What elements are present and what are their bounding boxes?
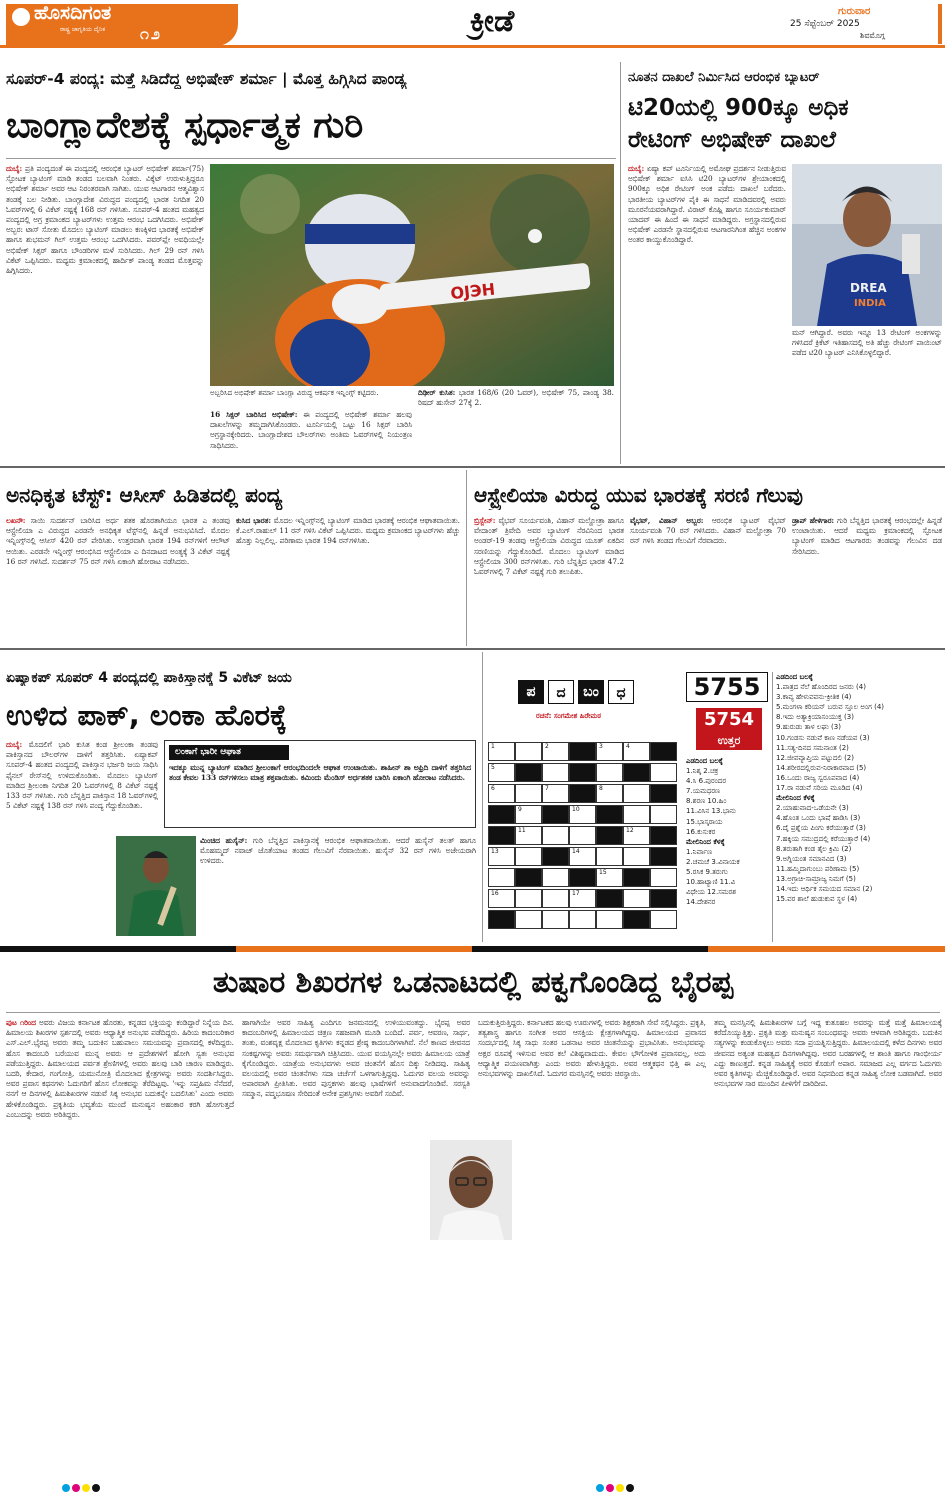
issue-city: ಶಿವಮೊಗ್ಗ	[860, 31, 885, 40]
grid-number: 7	[545, 785, 549, 792]
grid-square[interactable]	[542, 910, 569, 929]
answer-across: 11.ವಿಸಿನ 13.ಭಾನು	[686, 807, 736, 816]
clue-across: 3.ಕಾವ್ಯ ಹೇಳುವವನು-ಕ್ರೀತಿಕ (4)	[776, 693, 852, 702]
lead-body	[6, 164, 204, 461]
story3-body-3-text: ಗುರಿ ಬೆನ್ನತ್ತಿದ ಭಾರತಕ್ಕೆ ಆರಂಭದಲ್ಲೇ ಹಿನ್ನಡೆ ಉಂಟಾಯಿತು. ಆದರೆ ಮಧ್ಯಮ ಕ್ರಮಾಂಕದಲ್ಲಿ ಸ್ಫೋಟಕ ಬ್ಯಾಟಿಂಗ್ ಮಾಡಿದ ಆಟಗಾರರು ತಂಡವನ್ನು ಗೆಲುವಿನ ದಡ ಸೇರಿಸಿದರು.	[792, 516, 942, 556]
story3-body-2	[630, 516, 786, 642]
grid-block	[488, 826, 515, 845]
logo-title: ಹೊಸದಿಗಂತ	[34, 2, 112, 24]
puzzle-compiler: ರಚನೆ: ಸಂಗಮೇಶ ಹಿರೇಮಠ	[536, 712, 601, 720]
grid-block	[650, 847, 677, 866]
grid-square[interactable]	[542, 826, 569, 845]
puzzle-prev-number: 5754	[696, 708, 762, 732]
grid-square[interactable]	[515, 826, 542, 845]
clue-across: 5.ಮಂಗಳಾ ಕರಿಯನ್ ಬರುವ ಸ್ತೂಲ ಅಂಗ (4)	[776, 703, 885, 712]
divider	[6, 1012, 940, 1013]
answer-across: 7.ಯಮಧರಣ	[686, 787, 721, 796]
answer-across: 8.ಶರಣ 10.ಹಿಂ	[686, 797, 727, 806]
section-divider	[0, 648, 945, 650]
feature-col-4: ತಮ್ಮ ಮನಸ್ಸಿನಲ್ಲಿ ಹಿಮಶಿಖರಗಳ ಬಗ್ಗೆ ಇದ್ದ ಕುತೂಹಲ ಅವರನ್ನು ಮತ್ತೆ ಮತ್ತೆ ಹಿಮಾಲಯಕ್ಕೆ ಕರೆದೊಯ್ಯುತ್ತಿತ್ತು. ಪ್ರಕೃತಿ ಮತ್ತು ಮನುಷ್ಯನ ಸಂಬಂಧವನ್ನು ಅವರು ಆಳವಾಗಿ ಅರಿತಿದ್ದರು. ಬದುಕಿನ ಸತ್ಯಗಳನ್ನು ಕಂಡುಕೊಳ್ಳಲು ಅವರು ಸದಾ ಪ್ರಯತ್ನಿಸುತ್ತಿದ್ದರು. ಹಿಮಾಲಯದಲ್ಲಿ ಕಳೆದ ದಿನಗಳು ಅವರ ಜೀವನದ ಅತ್ಯಂತ ಮಹತ್ವದ ದಿನಗಳಾಗಿದ್ದವು. ಅವರ ಬರಹಗಳಲ್ಲಿ ಆ ಶಾಂತಿ ಹಾಗೂ ಗಾಂಭೀರ್ಯ ಎದ್ದು ಕಾಣುತ್ತದೆ. ಕನ್ನಡ ಸಾಹಿತ್ಯಕ್ಕೆ ಅವರ ಕೊಡುಗೆ ಅಪಾರ. ಸಮಾಜದ ಎಲ್ಲ ವರ್ಗದ ಓದುಗರು ಅವರ ಕೃತಿಗಳನ್ನು ಮೆಚ್ಚಿಕೊಂಡಿದ್ದಾರೆ. ಅವರ ನಿಧನದಿಂದ ಕನ್ನಡ ಸಾಹಿತ್ಯ ಲೋಕ ಬಡವಾಗಿದೆ. ಅವರ ಅನುಭವಗಳ ಸಾರ ಮುಂದಿನ ಪೀಳಿಗೆಗೆ ದಾರಿದೀಪ.	[714, 1018, 942, 1089]
side-headline-2: ರೇಟಿಂಗ್ ಅಭಿಷೇಕ್ ದಾಖಲೆ	[628, 127, 836, 153]
grid-number: 4	[626, 743, 630, 750]
clue-across: 11.ಸತ್ಯ-ದಿನದ ಸಮನಾಂತ (2)	[776, 743, 849, 752]
clue-across: 12.ಜೀವವ್ಯಾಪ್ತಿಯ ಪಟ್ಟುದಲಿ (2)	[776, 753, 854, 762]
clues-list	[776, 672, 944, 940]
crossword-grid	[488, 742, 678, 932]
registration-marks	[62, 1484, 102, 1494]
grid-square[interactable]	[542, 889, 569, 908]
grid-square[interactable]	[569, 826, 596, 845]
grid-block	[515, 868, 542, 887]
grid-number: 15	[599, 869, 607, 876]
lead-body-text: ಪ್ರತಿ ಪಂದ್ಯದಂತೆ ಈ ಪಂದ್ಯದಲ್ಲಿ ಆರಂಭಿಕ ಬ್ಯಾಟರ್ ಅಭಿಷೇಕ್ ಶರ್ಮಾ(75) ಸ್ಫೋಟಕ ಬ್ಯಾಟಿಂಗ್ ಮಾಡಿ ತಂಡದ ಬಲವಾಗಿ ನಿಂತರು. ವಿಕ್ಕೆಟ್ ಉರುಳುತ್ತಿದ್ದರೂ ಅಭಿಷೇಕ್ ಶರ್ಮಾ ಅವರ ಆಟ ನಿರಂತರವಾಗಿ ಸಾಗಿತು. ಯುವ ಆಟಗಾರನ ಆತ್ಮವಿಶ್ವಾಸ ತಂಡಕ್ಕೆ ಬಲ ನೀಡಿತು. ಬಾಂಗ್ಲಾದೇಶ ವಿರುದ್ಧದ ಪಂದ್ಯದಲ್ಲಿ ಭಾರತ ನಿಗದಿತ 20 ಓವರ್‌ಗಳಲ್ಲಿ 6 ವಿಕೆಟ್ ನಷ್ಟಕ್ಕೆ 168 ರನ್ ಗಳಿಸಿತು. ಸೂಪರ್-4 ಹಂತದ ಮಹತ್ವದ ಪಂದ್ಯದಲ್ಲಿ ಅಗ್ರ ಕ್ರಮಾಂಕದ ಬ್ಯಾಟರ್‌ಗಳು ಉತ್ತಮ ಆರಂಭ ಒದಗಿಸಿದರು. ಅಭಿಷೇಕ್ ಅಬ್ಬರ: ಟಾಸ್ ಸೋತು ಮೊದಲು ಬ್ಯಾಟಿಂಗ್ ಮಾಡಲು ಕಣಕ್ಕಿಳಿದ ಭಾರತಕ್ಕೆ ಅಭಿಷೇಕ್ ಹಾಗೂ ಶುಭಮನ್ ಗಿಲ್ ಉತ್ತಮ ಆರಂಭ ಒದಗಿಸಿದರು. ಪವರ್‌ಪ್ಲೇ ಅವಧಿಯಲ್ಲೇ ಅಭಿಷೇಕ್ ಸಿಕ್ಸರ್ ಹಾಗೂ ಬೌಂಡರಿಗಳ ಮಳೆ ಸುರಿಸಿದರು. ಗಿಲ್ 29 ರನ್ ಗಳಿಸಿ ವಿಕೆಟ್ ಒಪ್ಪಿಸಿದರು. ಮಧ್ಯಮ ಕ್ರಮಾಂಕದಲ್ಲಿ ಹಾರ್ದಿಕ್ ಪಾಂಡ್ಯ ತಂಡದ ಮೊತ್ತವನ್ನು ಹಿಗ್ಗಿಸಿದರು.	[6, 164, 204, 276]
story4-dateline: ದುಬೈ:	[6, 740, 23, 749]
story4-body-text: ಮೊದಲಿಗೆ ಭಾರಿ ಕುಸಿತ ಕಂಡ ಶ್ರೀಲಂಕಾ ತಂಡವು ಪಾಕಿಸ್ತಾನದ ಬೌಲರ್‌ಗಳ ದಾಳಿಗೆ ತತ್ತರಿಸಿತು. ಏಷ್ಯಾಕಪ್ ಸೂಪರ್-4 ಹಂತದ ಪಂದ್ಯದಲ್ಲಿ ಪಾಕಿಸ್ತಾನ ಭರ್ಜರಿ ಜಯ ಸಾಧಿಸಿ ಫೈನಲ್ ರೇಸ್‌ನಲ್ಲಿ ಉಳಿದುಕೊಂಡಿತು. ಮೊದಲು ಬ್ಯಾಟಿಂಗ್ ಮಾಡಿದ ಶ್ರೀಲಂಕಾ ನಿಗದಿತ 20 ಓವರ್‌ಗಳಲ್ಲಿ 8 ವಿಕೆಟ್ ನಷ್ಟಕ್ಕೆ 133 ರನ್ ಗಳಿಸಿತು. ಗುರಿ ಬೆನ್ನತ್ತಿದ ಪಾಕಿಸ್ತಾನ 18 ಓವರ್‌ಗಳಲ್ಲಿ 5 ವಿಕೆಟ್ ನಷ್ಟಕ್ಕೆ 138 ರನ್ ಗಳಿಸಿ ಪಂದ್ಯ ಗೆದ್ದುಕೊಂಡಿತು.	[6, 740, 158, 811]
clue-across: 10.ಗಂಡಸು ನಡುವೆ ಕಾಣ ನಡೆಯವ (3)	[776, 733, 870, 742]
lead-sub-text: ಈ ಪಂದ್ಯದಲ್ಲಿ ಅಭಿಷೇಕ್ ಶರ್ಮಾ ಹಲವು ದಾಖಲೆಗಳನ್ನು ತಮ್ಮದಾಗಿಸಿಕೊಂಡರು. ಟೂರ್ನಿಯಲ್ಲಿ ಒಟ್ಟು 16 ಸಿಕ್ಸರ್ ಬಾರಿಸಿ ಅಗ್ರಸ್ಥಾನಕ್ಕೇರಿದರು. ಬಾಂಗ್ಲಾದೇಶದ ಬೌಲರ್‌ಗಳು ಅಂತಿಮ ಓವರ್‌ಗಳಲ್ಲಿ ನಿಯಂತ್ರಣ ಸಾಧಿಸಿದರು.	[210, 410, 412, 450]
player-portrait-icon	[792, 164, 942, 326]
grid-square[interactable]	[623, 826, 650, 845]
grid-square[interactable]	[488, 742, 515, 761]
story4-caption-head: ಮಿಂಚಿದ ಹುಸೈನ್:	[200, 836, 248, 845]
logo-tagline: ರಾಷ್ಟ್ರ ಜಾಗೃತಿಯ ದೈನಿಕ	[60, 26, 106, 33]
divider	[6, 158, 616, 159]
story4-box	[164, 740, 476, 828]
grid-square[interactable]	[569, 889, 596, 908]
answer-down: 1.ನಿರ್ವಾಣ	[686, 847, 713, 856]
answers-down-head: ಮೇಲಿನಿಂದ ಕೆಳಕ್ಕೆ	[686, 837, 725, 846]
story4-headline: ಉಳಿದ ಪಾಕ್, ಲಂಕಾ ಹೊರಕ್ಕೆ	[6, 698, 287, 732]
side-body	[628, 164, 786, 464]
svg-text:DREA: DREA	[850, 281, 887, 295]
grid-square[interactable]	[515, 742, 542, 761]
grid-number: 8	[599, 785, 603, 792]
grid-block	[488, 910, 515, 929]
clues-down-head: ಮೇಲಿನಿಂದ ಕೆಳಕ್ಕೆ	[776, 794, 815, 803]
clue-down: 13.ಅಗ್ರಾಚಿ-ಸಾಮ್ರಾಜ್ಯ ನಿಮಗೆ (5)	[776, 874, 856, 883]
column-divider	[620, 62, 621, 464]
grid-square[interactable]	[515, 889, 542, 908]
issue-day: ಗುರುವಾರ	[838, 6, 871, 17]
grid-square[interactable]	[488, 847, 515, 866]
grid-square[interactable]	[596, 742, 623, 761]
answer-across: 16.ಕುಸುಕರ	[686, 827, 716, 836]
grid-block	[542, 847, 569, 866]
grid-block	[542, 805, 569, 824]
grid-number: 14	[572, 848, 580, 855]
story2-body	[6, 516, 230, 642]
column-divider	[772, 672, 773, 942]
side-headline-1: ಟಿ20ಯಲ್ಲಿ 900ಕ್ಕೂ ಅಧಿಕ	[628, 95, 849, 121]
grid-square[interactable]	[542, 763, 569, 782]
story4-caption	[200, 836, 476, 936]
column-divider	[482, 652, 483, 942]
story2-body-2	[236, 516, 460, 642]
grid-square[interactable]	[623, 805, 650, 824]
answer-across: 1.ನಿಶ್ಕ 2.ಚಕ್ರ	[686, 767, 719, 776]
column-divider	[466, 470, 467, 646]
page-number: ೧೨	[140, 24, 162, 43]
grid-number: 3	[599, 743, 603, 750]
color-bar	[0, 946, 945, 952]
grid-square[interactable]	[515, 847, 542, 866]
grid-square[interactable]	[650, 763, 677, 782]
clue-down: 4.ಹೊಂತ ಒಂದು ಭಾಷೆ ಹಾಡಿಸಿ (3)	[776, 814, 861, 823]
side-photo	[792, 164, 942, 326]
grid-number: 5	[491, 764, 495, 771]
feature-col-1-text: ಅವರು ವಿಜಯ ಕರ್ನಾಟಕ ಹೊರತು, ಕನ್ನಡದ ಭಕ್ತಿಯನ್ನು ಕಂಡಿದ್ದಾರೆ ನಿನ್ನೆಯ ದಿನ. ಹಿಮಾಲಯ ಶಿಖರಗಳ ಸ್ಪರ್ಶದಲ್ಲಿ ಅವರು ಆಧ್ಯಾತ್ಮಿಕ ಅನುಭವ ಪಡೆದಿದ್ದರು. ಹಿರಿಯ ಕಾದಂಬರಿಕಾರ ಎಸ್.ಎಲ್.ಭೈರಪ್ಪ ಅವರು ತಮ್ಮ ಬದುಕಿನ ಬಹುಪಾಲು ಸಮಯವನ್ನು ಪ್ರವಾಸದಲ್ಲಿ ಕಳೆದಿದ್ದರು. ಹೊಸ ಕಾದಂಬರಿ ಬರೆಯುವ ಮುನ್ನ ಅವರು ಆ ಪ್ರದೇಶಗಳಿಗೆ ಹೋಗಿ ಸ್ವತಃ ಅನುಭವ ಪಡೆಯುತ್ತಿದ್ದರು. ಹಿಮಾಲಯದ ಪರ್ವತ ಶ್ರೇಣಿಗಳಲ್ಲಿ ಅವರು ಹಲವು ಬಾರಿ ಚಾರಣ ಮಾಡಿದ್ದರು. ಬದರಿ, ಕೇದಾರ, ಗಂಗೋತ್ರಿ, ಯಮುನೋತ್ರಿ ಮೊದಲಾದ ಕ್ಷೇತ್ರಗಳನ್ನು ಅವರು ಸಂದರ್ಶಿಸಿದ್ದರು. ಅವರ ಪ್ರವಾಸ ಕಥನಗಳು ಓದುಗರಿಗೆ ಹೊಸ ಲೋಕವನ್ನು ತೆರೆದಿಟ್ಟವು. 'ಇನ್ನು ಸಪ್ತಹಿಮ ನೆನೆದರೆ, ನನಗೆ ಆ ದಿನಗಳಲ್ಲಿ ಹಿಮಶಿಖರಗಳ ನಡುವೆ ಸಿಕ್ಕ ಅನುಭವ ಬದುಕನ್ನೇ ಬದಲಿಸಿತು' ಎಂದು ಅವರು ಹೇಳಿಕೊಂಡಿದ್ದರು. ಪ್ರಕೃತಿಯ ಭವ್ಯತೆಯ ಮುಂದೆ ಮನುಷ್ಯನ ಅಹಂಕಾರ ಕರಗಿ ಹೋಗುತ್ತದೆ ಎಂಬುದನ್ನು ಅವರು ಅರಿತಿದ್ದರು.	[6, 1018, 234, 1119]
grid-square[interactable]	[650, 805, 677, 824]
grid-square[interactable]	[542, 742, 569, 761]
lead-photo	[210, 164, 614, 386]
grid-number: 2	[545, 743, 549, 750]
grid-number: 13	[491, 848, 499, 855]
section-divider	[0, 466, 945, 468]
clue-down: 7.ಹಕ್ಕಿಯ ಸಮುದ್ರದಲ್ಲಿ ಕರೆಯುತ್ತಾರೆ (4)	[776, 834, 871, 843]
grid-square[interactable]	[623, 889, 650, 908]
grid-square[interactable]	[650, 910, 677, 929]
lead-score-head: ದಿಢೀರ್ ಕುಸಿತ:	[418, 388, 456, 397]
answers-across-head: ಎಡದಿಂದ ಬಲಕ್ಕೆ	[686, 757, 723, 765]
grid-square[interactable]	[596, 784, 623, 803]
grid-block	[569, 742, 596, 761]
answer-down: 2.ಚಮಚೆ 3.ವಿನಾಯಕ	[686, 857, 740, 866]
grid-block	[650, 742, 677, 761]
side-caption: ಮನ್ ಆಗಿದ್ದಾರೆ. ಅವರು ಇನ್ನೂ 13 ರೇಟಿಂಗ್ ಅಂಕಗಳನ್ನು ಗಳಿಸಿದರೆ ಕ್ರಿಕೆಟ್ ಇತಿಹಾಸದಲ್ಲಿ ಅತಿ ಹೆಚ್ಚು ರೇಟಿಂಗ್ ಪಾಯಿಂಟ್ ಪಡೆದ ಟಿ20 ಬ್ಯಾಟರ್ ಎನಿಸಿಕೊಳ್ಳಲಿದ್ದಾರೆ.	[792, 328, 942, 358]
story3-body-3	[792, 516, 942, 642]
lead-headline: ಬಾಂಗ್ಲಾದೇಶಕ್ಕೆ ಸ್ಪರ್ಧಾತ್ಮಕ ಗುರಿ	[6, 105, 364, 146]
feature-dateline: ಪುಟ ೧ರಿಂದ	[6, 1018, 36, 1027]
answers-list	[686, 756, 770, 936]
grid-number: 11	[518, 827, 526, 834]
puzzle-tile-2: ದ	[548, 680, 574, 704]
puzzle-tile-4: ಧ	[608, 680, 634, 704]
story3-body	[474, 516, 624, 642]
grid-square[interactable]	[542, 868, 569, 887]
grid-number: 12	[626, 827, 634, 834]
story2-body-text: ಸಾಯಿ ಸುದರ್ಶನ್ ಬಾರಿಸಿದ ಅರ್ಧ ಶತಕ ಹೊರತಾಗಿಯೂ ಭಾರತ ಎ ತಂಡವು ಆಸ್ಟ್ರೇಲಿಯಾ ಎ ವಿರುದ್ಧದ ಎರಡನೇ ಅನಧಿಕೃತ ಟೆಸ್ಟ್‌ನಲ್ಲಿ ಹಿನ್ನಡೆ ಅನುಭವಿಸಿದೆ. ಮೊದಲ ಇನ್ನಿಂಗ್ಸ್‌ನಲ್ಲಿ ಆಸೀಸ್ 420 ರನ್ ಪೇರಿಸಿತು. ಉತ್ತರವಾಗಿ ಭಾರತ 194 ರನ್‌ಗಳಿಗೆ ಆಲೌಟ್ ಆಯಿತು. ಎರಡನೇ ಇನ್ನಿಂಗ್ಸ್ ಆರಂಭಿಸಿದ ಆಸ್ಟ್ರೇಲಿಯಾ ಎ ದಿನದಾಟದ ಅಂತ್ಯಕ್ಕೆ 3 ವಿಕೆಟ್ ನಷ್ಟಕ್ಕೆ 16 ರನ್ ಗಳಿಸಿದೆ. ಸುದರ್ಶನ್ 75 ರನ್ ಗಳಿಸಿ ಏಕಾಂಗಿ ಹೋರಾಟ ನಡೆಸಿದರು.	[6, 516, 230, 566]
grid-square[interactable]	[623, 742, 650, 761]
answer-down: ವಿಧೇಯ 12.ಸಮರಶ	[686, 888, 737, 897]
clue-down: 14.ಇದು ಆರ್ಥಿಕ ಸಮಯದ ಸಮಾನ (2)	[776, 884, 873, 893]
story3-headline: ಆಸ್ಟ್ರೇಲಿಯಾ ವಿರುದ್ಧ ಯುವ ಭಾರತಕ್ಕೆ ಸರಣಿ ಗೆಲುವು	[474, 483, 804, 507]
puzzle-tile-1: ಪ	[518, 680, 544, 704]
section-title: ಕ್ರೀಡೆ	[470, 4, 515, 39]
story4-caption-text: ಗುರಿ ಬೆನ್ನತ್ತಿದ ಪಾಕಿಸ್ತಾನಕ್ಕೆ ಆರಂಭಿಕ ಆಘಾತವಾಯಿತು. ಆದರೆ ಹುಸೈನ್ ತಲತ್ ಹಾಗೂ ಮೊಹಮ್ಮದ್ ನವಾಜ್ ಜೊತೆಯಾಟ ತಂಡದ ಗೆಲುವಿಗೆ ನೆರವಾಯಿತು. ಹುಸೈನ್ 32 ರನ್ ಗಳಿಸಿ ಅಜೇಯರಾಗಿ ಉಳಿದರು.	[200, 836, 476, 866]
grid-number: 16	[491, 890, 499, 897]
story4-box-body: ಇದಕ್ಕೂ ಮುನ್ನ ಬ್ಯಾಟಿಂಗ್ ಮಾಡಿದ ಶ್ರೀಲಂಕಾಗೆ ಆರಂಭದಿಂದಲೇ ಆಘಾತ ಉಂಟಾಯಿತು. ಶಾಹೀನ್ ಶಾ ಅಫ್ರಿದಿ ದಾಳಿಗೆ ತತ್ತರಿಸಿದ ತಂಡ ಕೇವಲ 133 ರನ್‌ಗಳಿಸಲು ಮಾತ್ರ ಶಕ್ತವಾಯಿತು. ಕಮಿಂದು ಮೆಂಡಿಸ್ ಅರ್ಧಶತಕ ಬಾರಿಸಿ ಏಕಾಂಗಿ ಹೋರಾಟ ನಡೆಸಿದರು.	[169, 763, 471, 783]
grid-square[interactable]	[542, 784, 569, 803]
grid-square[interactable]	[569, 910, 596, 929]
clue-down: 8.ತರುತಾಗಿ ಕಂಡ ತೈಲ ಕ್ರಿಮಿ (2)	[776, 844, 852, 853]
grid-square[interactable]	[488, 868, 515, 887]
issue-date: 25 ಸೆಪ್ಟೆಂಬರ್ 2025	[790, 19, 860, 29]
clue-down: 15.ವರ ಶಾಲೆ ಹುಡುಕುವ ಸ್ಥಳ (4)	[776, 895, 858, 904]
grid-number: 9	[518, 806, 522, 813]
logo-emblem-icon	[12, 8, 30, 26]
answer-down: 10.ಹಾಟ್ಯಾಣಿ 11.ವಿ	[686, 878, 736, 887]
feature-col-3: ಬದುಕುತ್ತಿರುತ್ತಿದ್ದರು. ಕರ್ನಾಟಕದ ಹಲವು ಊರುಗಳಲ್ಲಿ ಅವರು ಶಿಕ್ಷಕರಾಗಿ ಸೇವೆ ಸಲ್ಲಿಸಿದ್ದರು. ಪ್ರಕೃತಿ, ತತ್ವಶಾಸ್ತ್ರ ಹಾಗೂ ಸಂಗೀತ ಅವರ ಆಸಕ್ತಿಯ ಕ್ಷೇತ್ರಗಳಾಗಿದ್ದವು. ಹಿಮಾಲಯದ ಪ್ರವಾಸದ ಸಂದರ್ಭದಲ್ಲಿ ಸಿಕ್ಕ ಸಾಧು ಸಂತರ ಒಡನಾಟ ಅವರ ಚಿಂತನೆಯನ್ನು ಪ್ರಭಾವಿಸಿತು. ಅನುಭವವನ್ನು ಅಕ್ಷರ ರೂಪಕ್ಕೆ ಇಳಿಸುವ ಅವರ ಕಲೆ ವಿಶಿಷ್ಟವಾದುದು. ಕೇವಲ ಭೌಗೋಳಿಕ ಪ್ರವಾಸವಲ್ಲ, ಅದು ಆಧ್ಯಾತ್ಮಿಕ ಪಯಣವಾಗಿತ್ತು ಎಂದು ಅವರು ಹೇಳುತ್ತಿದ್ದರು. ಅವರ ಆತ್ಮಕಥನ ಭಿತ್ತಿ ಈ ಎಲ್ಲ ಅನುಭವಗಳನ್ನು ದಾಖಲಿಸಿದೆ. ಓದುಗರ ಮನಸ್ಸಿನಲ್ಲಿ ಅವರು ಚಿರಸ್ಥಾಯಿ.	[478, 1018, 706, 1079]
story2-headline: ಅನಧಿಕೃತ ಟೆಸ್ಟ್: ಆಸೀಸ್ ಹಿಡಿತದಲ್ಲಿ ಪಂದ್ಯ	[6, 483, 283, 507]
feature-col-2: ಹಾಗಾಗಿಯೇ ಅವರ ಸಾಹಿತ್ಯ ಎಂದಿಗೂ ಜನಮನದಲ್ಲಿ ಉಳಿಯುವಂತದ್ದು. ಭೈರಪ್ಪ ಅವರ ಕಾದಂಬರಿಗಳಲ್ಲಿ ಹಿಮಾಲಯದ ಚಿತ್ರಣ ಸಹಜವಾಗಿ ಮೂಡಿ ಬಂದಿದೆ. ಪರ್ವ, ಆವರಣ, ಸಾರ್ಥ, ತಂತು, ವಂಶವೃಕ್ಷ ಮೊದಲಾದ ಕೃತಿಗಳು ಕನ್ನಡದ ಶ್ರೇಷ್ಠ ಕಾದಂಬರಿಗಳಾಗಿವೆ. ನೆಲೆ ಕಾಣದ ಜೀವನದ ಸಂಕಷ್ಟಗಳನ್ನು ಅವರು ಸಮರ್ಥವಾಗಿ ಚಿತ್ರಿಸಿದರು. ಯುವ ವಯಸ್ಸಿನಲ್ಲೇ ಅವರು ಹಿಮಾಲಯ ಯಾತ್ರೆ ಕೈಗೊಂಡಿದ್ದರು. ಯಾತ್ರೆಯ ಅನುಭವಗಳು ಅವರ ಚಿಂತನೆಗೆ ಹೊಸ ದಿಕ್ಕು ನೀಡಿದವು. ಸಾಹಿತ್ಯ ವಲಯದಲ್ಲಿ ಅವರ ಚಿಂತನೆಗಳು ಸದಾ ಚರ್ಚೆಗೆ ಒಳಗಾಗುತ್ತಿದ್ದವು. ಓದುಗರ ವಲಯ ಅವರನ್ನು ಅಪಾರವಾಗಿ ಪ್ರೀತಿಸಿತು. ಅವರ ಪುಸ್ತಕಗಳು ಹಲವು ಭಾಷೆಗಳಿಗೆ ಅನುವಾದಗೊಂಡಿವೆ. ಸರಸ್ವತಿ ಸಮ್ಮಾನ, ಪದ್ಮಭೂಷಣ ಸೇರಿದಂತೆ ಅನೇಕ ಪ್ರಶಸ್ತಿಗಳು ಅವರಿಗೆ ಸಂದಿವೆ.	[242, 1018, 470, 1099]
svg-text:INDIA: INDIA	[854, 298, 886, 309]
grid-square[interactable]	[488, 889, 515, 908]
story3-body-text: ವೈಭವ್ ಸೂರ್ಯವಂಶಿ, ವಿಹಾನ್ ಮಲ್ಹೋತ್ರಾ ಹಾಗೂ ವೇದಾಂತ್ ತ್ರಿವೇದಿ ಅವರ ಬ್ಯಾಟಿಂಗ್ ನೆರವಿನಿಂದ ಭಾರತ ಅಂಡರ್-19 ತಂಡವು ಆಸ್ಟ್ರೇಲಿಯಾ ವಿರುದ್ಧದ ಯೂತ್ ಏಕದಿನ ಸರಣಿಯನ್ನು ಗೆದ್ದುಕೊಂಡಿದೆ. ಮೊದಲು ಬ್ಯಾಟಿಂಗ್ ಮಾಡಿದ ಆಸ್ಟ್ರೇಲಿಯಾ 300 ರನ್‌ಗಳಿಸಿತು. ಗುರಿ ಬೆನ್ನತ್ತಿದ ಭಾರತ 47.2 ಓವರ್‌ಗಳಲ್ಲಿ 7 ವಿಕೆಟ್ ನಷ್ಟಕ್ಕೆ ಗುರಿ ತಲುಪಿತು.	[474, 516, 624, 577]
clue-across: 1.ಪಾತ್ರದ ನೆಲೆ ಹೊಂದಿರದ ಜನರು (4)	[776, 683, 866, 692]
clue-across: 9.ಹುರುಡು ತಾಳ ಲಘು (3)	[776, 723, 841, 732]
grid-square[interactable]	[569, 847, 596, 866]
grid-number: 10	[572, 806, 580, 813]
clue-down: 11.ಹಮ್ಮಿದಾಗುಂಬು ಪರಿಣಾಮ (5)	[776, 864, 860, 873]
grid-square[interactable]	[596, 763, 623, 782]
grid-block	[623, 910, 650, 929]
clue-down: 9.ಅಗ್ನಿಯಂತ ಸಮಾನವಿದ (3)	[776, 854, 847, 863]
story3-subhead: ವೈಭವ್, ವಿಹಾನ್ ಅಬ್ಬರ:	[630, 516, 704, 525]
clue-across: 14.ಶರೀರದಲ್ಲಿರುವ-ನಿರಾಕಾರವಾದ (5)	[776, 763, 867, 772]
svg-text:OJЭH: OJЭH	[449, 279, 496, 304]
story4-photo	[116, 836, 196, 936]
puzzle-issue-number: 5755	[686, 672, 768, 702]
grid-square[interactable]	[515, 910, 542, 929]
lead-dateline: ದುಬೈ:	[6, 164, 23, 173]
grid-square[interactable]	[488, 784, 515, 803]
grid-block	[569, 763, 596, 782]
grid-block	[623, 868, 650, 887]
story4-kicker: ಏಷ್ಯಾಕಪ್ ಸೂಪರ್ 4 ಪಂದ್ಯದಲ್ಲಿ ಪಾಕಿಸ್ತಾನಕ್ಕೆ 5 ವಿಕೆಟ್ ಜಯ	[6, 670, 292, 686]
grid-block	[650, 826, 677, 845]
grid-square[interactable]	[623, 847, 650, 866]
grid-square[interactable]	[515, 784, 542, 803]
clue-down: 6.ದೈ ಪ್ರಶ್ನೆಯ ಪಿಂಗು ಕರೆಯುತ್ತಾರೆ (3)	[776, 824, 866, 833]
clue-down: 2.ಯಾಹುವಾದ-ಒಡೆಯನೇ (3)	[776, 804, 849, 813]
feature-col-1	[6, 1018, 234, 1478]
masthead-accent-bar	[938, 4, 942, 44]
side-body-text: ಏಷ್ಯಾ ಕಪ್ ಟೂರ್ನಿಯಲ್ಲಿ ಅಮೋಘ ಪ್ರದರ್ಶನ ನೀಡುತ್ತಿರುವ ಅಭಿಷೇಕ್ ಶರ್ಮಾ ಐಸಿಸಿ ಟಿ20 ಬ್ಯಾಟರ್‌ಗಳ ಶ್ರೇಯಾಂಕದಲ್ಲಿ 900ಕ್ಕೂ ಅಧಿಕ ರೇಟಿಂಗ್ ಅಂಕ ಪಡೆದು ದಾಖಲೆ ಬರೆದರು. ಭಾರತೀಯ ಬ್ಯಾಟರ್‌ಗಳ ಪೈಕಿ ಈ ಸಾಧನೆ ಮಾಡಿದವರಲ್ಲಿ ಅವರು ಮೂರನೆಯವರಾಗಿದ್ದಾರೆ. ವಿರಾಟ್ ಕೊಹ್ಲಿ ಹಾಗೂ ಸೂರ್ಯಕುಮಾರ್ ಯಾದವ್ ಈ ಹಿಂದೆ ಈ ಸಾಧನೆ ಮಾಡಿದ್ದರು. ಅಗ್ರಸ್ಥಾನದಲ್ಲಿರುವ ಅಭಿಷೇಕ್ ಎರಡನೇ ಸ್ಥಾನದಲ್ಲಿರುವ ಆಟಗಾರನಿಗಿಂತ ಹೆಚ್ಚಿನ ಅಂಕಗಳ ಅಂತರ ಕಾಯ್ದುಕೊಂಡಿದ್ದಾರೆ.	[628, 164, 786, 245]
answer-down: 14.ದೇಶನರ	[686, 898, 716, 907]
batsman-photo-icon	[210, 164, 614, 386]
grid-block	[488, 805, 515, 824]
grid-square[interactable]	[596, 910, 623, 929]
grid-square[interactable]	[515, 805, 542, 824]
grid-square[interactable]	[596, 847, 623, 866]
grid-block	[596, 805, 623, 824]
grid-square[interactable]	[650, 868, 677, 887]
grid-number: 1	[491, 743, 495, 750]
side-kicker: ನೂತನ ದಾಖಲೆ ನಿರ್ಮಿಸಿದ ಆರಂಭಿಕ ಬ್ಯಾಟರ್	[628, 70, 820, 85]
answer-down: 5.ರಸಿಕ 9.ತರುಗು	[686, 868, 728, 877]
grid-square[interactable]	[569, 805, 596, 824]
puzzle-tile-3: ಬಂ	[578, 680, 604, 704]
side-dateline: ದುಬೈ:	[628, 164, 645, 173]
grid-block	[623, 763, 650, 782]
feature-headline: ತುಷಾರ ಶಿಖರಗಳ ಒಡನಾಟದಲ್ಲಿ ಪಕ್ವಗೊಂಡಿದ್ದ ಭೈರಪ್ಪ	[212, 965, 734, 1000]
grid-block	[650, 889, 677, 908]
story3-body-2-text: ಆರಂಭಿಕ ಬ್ಯಾಟರ್ ವೈಭವ್ ಸೂರ್ಯವಂಶಿ 70 ರನ್ ಗಳಿಸಿದರು. ವಿಹಾನ್ ಮಲ್ಹೋತ್ರಾ 70 ರನ್ ಗಳಿಸಿ ತಂಡದ ಗೆಲುವಿಗೆ ನೆರವಾದರು.	[630, 516, 786, 546]
lead-sub-body	[210, 410, 412, 462]
story2-body-2-text: ಮೊದಲ ಇನ್ನಿಂಗ್ಸ್‌ನಲ್ಲಿ ಬ್ಯಾಟಿಂಗ್ ಮಾಡಿದ ಭಾರತಕ್ಕೆ ಆರಂಭಿಕ ಆಘಾತವಾಯಿತು. ಕೆ.ಎಲ್.ರಾಹುಲ್ 11 ರನ್ ಗಳಿಸಿ ವಿಕೆಟ್ ಒಪ್ಪಿಸಿದರು. ಮಧ್ಯಮ ಕ್ರಮಾಂಕದ ಬ್ಯಾಟರ್‌ಗಳು ಹೆಚ್ಚು ಹೊತ್ತು ನಿಲ್ಲಲಿಲ್ಲ. ಪರಿಣಾಮ ಭಾರತ 194 ರನ್‌ಗಳಿಸಿತು.	[236, 516, 460, 546]
registration-marks	[596, 1484, 636, 1494]
grid-block	[569, 868, 596, 887]
story4-box-title: ಲಂಕಾಗೆ ಭಾರೀ ಆಘಾತ	[169, 745, 289, 760]
grid-block	[596, 889, 623, 908]
lead-photo-caption: ಅಬ್ಬರಿಸಿದ ಅಭಿಷೇಕ್ ಶರ್ಮಾ ಬಾಂಗ್ಲಾ ವಿರುದ್ಧ ಆಕರ್ಷಕ ಇನ್ನಿಂಗ್ಸ್ ಕಟ್ಟಿದರು.	[210, 389, 379, 397]
story2-subhead: ಕುಸಿದ ಭಾರತ:	[236, 516, 272, 525]
puzzle-title	[518, 680, 678, 706]
grid-number: 17	[572, 890, 580, 897]
pakistan-player-icon	[116, 836, 196, 936]
grid-number: 6	[491, 785, 495, 792]
grid-block	[569, 784, 596, 803]
lead-kicker: ಸೂಪರ್-4 ಪಂದ್ಯ: ಮತ್ತೆ ಸಿಡಿದೆದ್ದ ಅಭಿಷೇಕ್ ಶರ್ಮಾ | ಮೊತ್ತ ಹಿಗ್ಗಿಸಿದ ಪಾಂಡ್ಯ	[6, 70, 407, 88]
clue-across: 17.ರಾ ನಡುವೆ ಸರಿಯ ಮೂಡಿದ (4)	[776, 784, 863, 793]
lead-score-body	[418, 388, 614, 462]
grid-block	[650, 784, 677, 803]
clue-across: 8.ಇದು ಅತ್ಯಾಕ್ರಿಯಾಸಂಯುಕ್ತ (3)	[776, 713, 854, 722]
clue-across: 16.ಒಂದು ರಾಜ್ಯ ಸ್ವರೂಪವಾದ (4)	[776, 773, 860, 782]
story3-dateline: ಬ್ರಿಸ್ಬೇನ್:	[474, 516, 496, 525]
grid-square[interactable]	[596, 868, 623, 887]
grid-square[interactable]	[623, 784, 650, 803]
story3-subhead-2: ಡ್ರಾಪ್ ಹೇಳಿಗಾರ:	[792, 516, 835, 525]
grid-block	[596, 826, 623, 845]
answer-across: 15.ಭಾಸ್ಕರಾಯ	[686, 817, 723, 826]
puzzle-answer-label: ಉತ್ತರ	[696, 732, 762, 750]
lead-score-text: ಭಾರತ 168/6 (20 ಓವರ್), ಅಭಿಷೇಕ್ 75, ಪಾಂಡ್ಯ 38. ರಿಷದ್ ಹುಸೇನ್ 27ಕ್ಕೆ 2.	[418, 388, 614, 408]
clues-across-head: ಎಡದಿಂದ ಬಲಕ್ಕೆ	[776, 673, 813, 681]
story2-dateline: ಲಖನೌ:	[6, 516, 26, 525]
grid-block	[515, 763, 542, 782]
lead-subhead: 16 ಸಿಕ್ಸರ್ ಬಾರಿಸಿದ ಅಭಿಷೇಕ್:	[210, 410, 298, 419]
answer-across: 4.ಸಿ 6.ಪುರಂದರ	[686, 777, 727, 786]
grid-square[interactable]	[488, 763, 515, 782]
